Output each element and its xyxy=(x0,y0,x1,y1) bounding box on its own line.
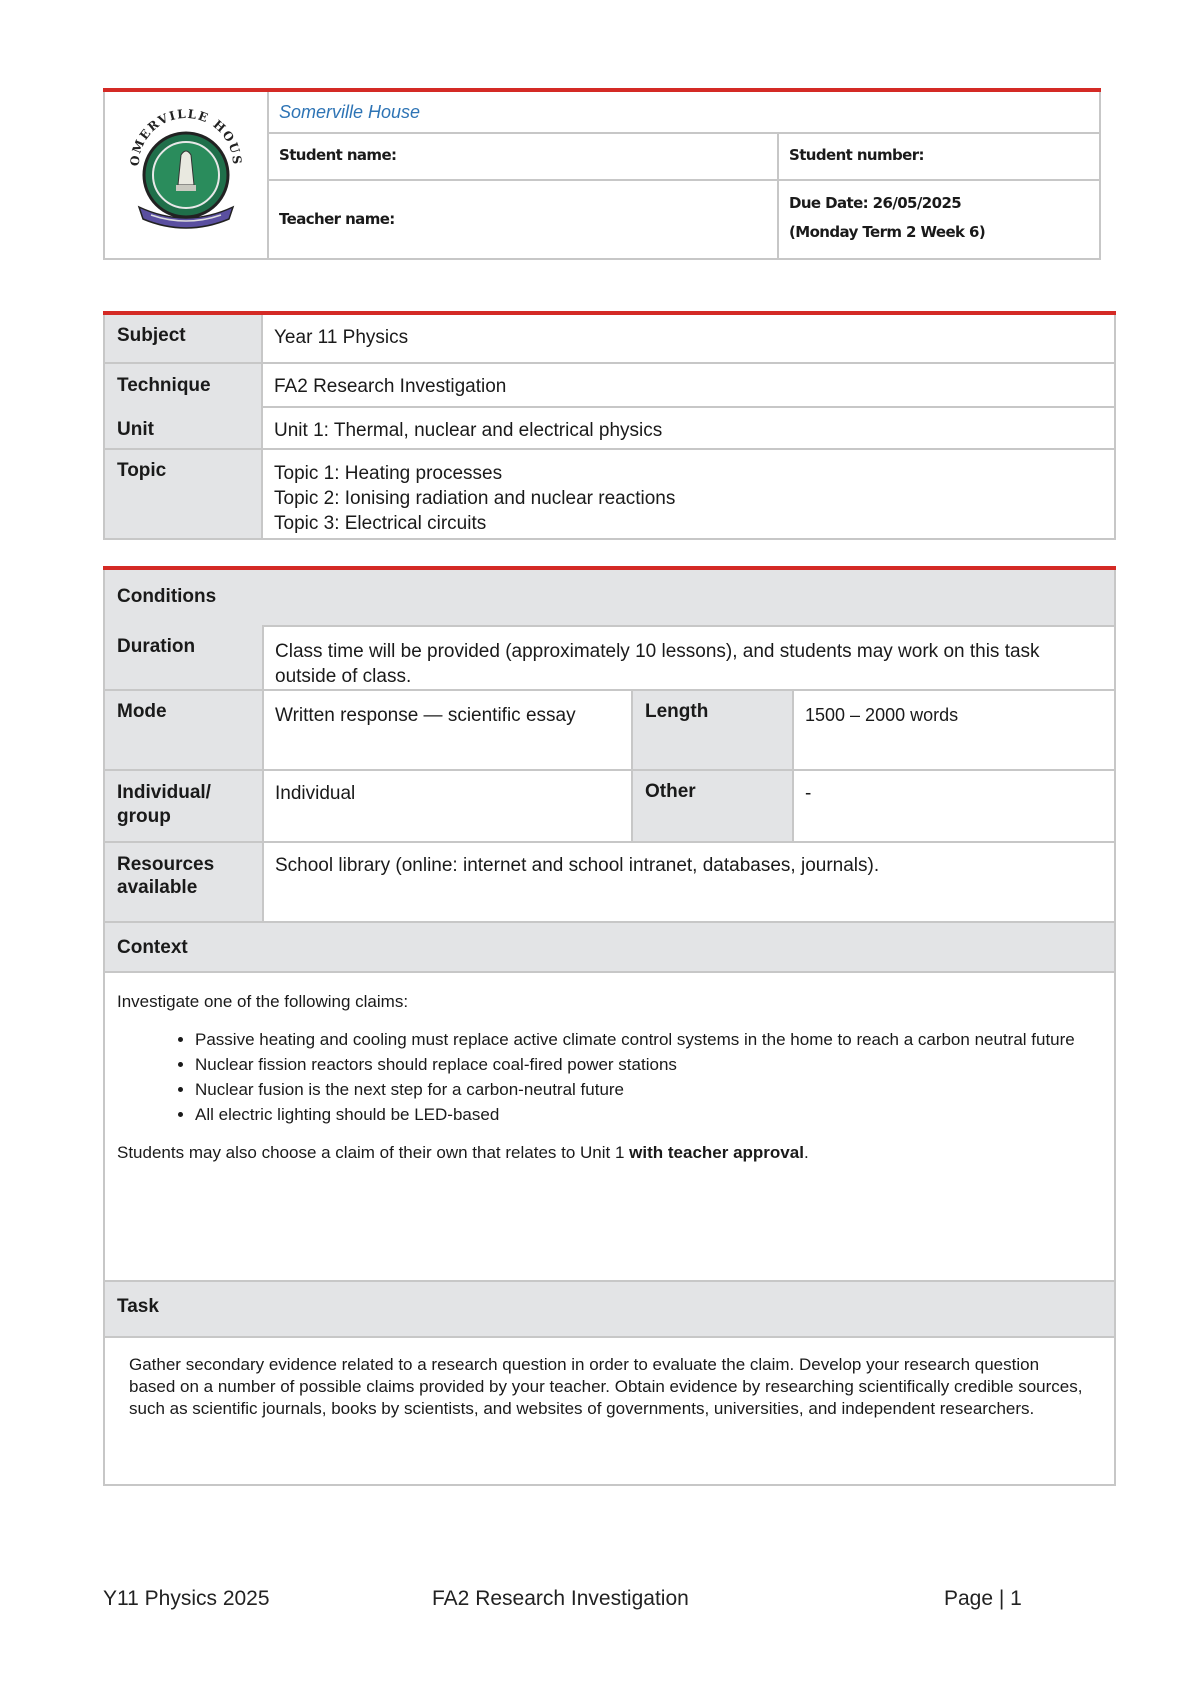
conditions-heading: Conditions xyxy=(104,568,1115,626)
due-date-cell xyxy=(778,180,1100,259)
topic-item: Topic 1: Heating processes xyxy=(274,463,503,484)
conditions-table xyxy=(103,566,1116,1486)
footer-page-number: Page | 1 xyxy=(944,1587,1022,1610)
duration-label: Duration xyxy=(104,626,263,690)
due-date-note: (Monday Term 2 Week 6) xyxy=(789,222,986,241)
technique-unit-labels xyxy=(104,363,262,449)
resources-value: School library (online: internet and school intranet, databases, journals). xyxy=(263,842,1115,922)
task-heading: Task xyxy=(104,1281,1115,1337)
student-name-field[interactable] xyxy=(268,133,778,180)
student-number-label: Student number: xyxy=(789,145,924,164)
claims-list xyxy=(117,1027,1102,1127)
subject-label: Subject xyxy=(104,313,262,363)
list-item: • All electric lighting should be LED-based xyxy=(195,1102,1102,1127)
length-value: 1500 – 2000 words xyxy=(793,690,1115,770)
list-item: • Passive heating and cooling must replace active climate control systems in the home to reach a carbon neutral future xyxy=(195,1027,1102,1052)
resources-label: Resources available xyxy=(104,842,263,922)
topic-item: Topic 3: Electrical circuits xyxy=(274,513,487,534)
school-name: Somerville House xyxy=(268,90,1100,133)
due-date: Due Date: 26/05/2025 xyxy=(789,193,962,212)
technique-label: Technique xyxy=(117,375,211,396)
context-heading: Context xyxy=(104,922,1115,972)
duration-value: Class time will be provided (approximately 10 lessons), and students may work on this task outside of class. xyxy=(263,626,1115,690)
context-note-emphasis: with teacher approval xyxy=(629,1143,804,1162)
teacher-name-label: Teacher name: xyxy=(279,210,395,229)
footer-left: Y11 Physics 2025 xyxy=(103,1587,270,1610)
technique-value: FA2 Research Investigation xyxy=(262,363,1115,407)
topic-item: Topic 2: Ionising radiation and nuclear reactions xyxy=(274,488,676,509)
context-intro: Investigate one of the following claims: xyxy=(117,992,409,1011)
group-label: Individual/ group xyxy=(104,770,263,842)
topic-list xyxy=(262,449,1115,539)
mode-value: Written response — scientific essay xyxy=(263,690,632,770)
school-logo xyxy=(104,90,268,259)
other-value: - xyxy=(793,770,1115,842)
list-item: • Nuclear fission reactors should replace coal-fired power stations xyxy=(195,1052,1102,1077)
teacher-name-field[interactable] xyxy=(268,180,778,259)
context-body xyxy=(104,972,1115,1281)
mode-label: Mode xyxy=(104,690,263,770)
task-body: Gather secondary evidence related to a research question in order to evaluate the claim. Develop your research question based on a number of possible claims provided by your teacher. Obtain evidence by researching scientifically credible sources, such as scientific journals, books by scientists, and websites of governments, universities, and independent researchers. xyxy=(104,1337,1115,1485)
svg-text:SOMERVILLE HOUSE: OMERVILLE HOUS xyxy=(127,106,245,167)
length-label: Length xyxy=(632,690,793,770)
context-note-end: . xyxy=(803,1143,809,1162)
context-note-text: Students may also choose a claim of their own that relates to Unit 1 xyxy=(117,1143,630,1162)
student-name-label: Student name: xyxy=(279,145,397,164)
unit-label: Unit xyxy=(117,419,154,440)
group-value: Individual xyxy=(263,770,632,842)
student-number-field[interactable] xyxy=(778,133,1100,180)
topic-label: Topic xyxy=(104,449,262,539)
other-label: Other xyxy=(632,770,793,842)
list-item: • Nuclear fusion is the next step for a carbon-neutral future xyxy=(195,1077,1102,1102)
header-table xyxy=(103,88,1101,260)
context-note xyxy=(117,1140,1102,1165)
subject-value: Year 11 Physics xyxy=(262,313,1115,363)
unit-value: Unit 1: Thermal, nuclear and electrical physics xyxy=(262,407,1115,449)
crest-icon xyxy=(121,103,251,243)
details-table xyxy=(103,311,1116,540)
footer-center: FA2 Research Investigation xyxy=(432,1587,689,1610)
